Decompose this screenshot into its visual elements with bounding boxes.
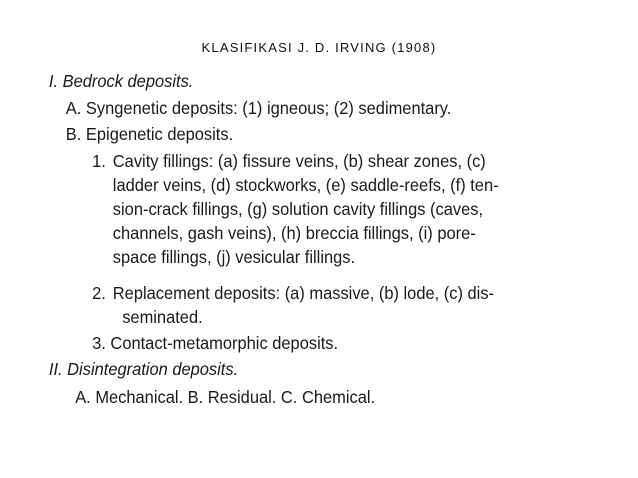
outline-item-A bbox=[66, 97, 452, 120]
outline-item-B2-line-2: seminated. bbox=[122, 307, 203, 327]
outline-item-B1-line-1: Cavity fillings: (a) fissure veins, (b) shear zones, (c) bbox=[112, 151, 486, 171]
outline-item-I bbox=[49, 70, 193, 93]
outline-item-B2-line-1: Replacement deposits: (a) massive, (b) lode, (c) dis- bbox=[112, 283, 495, 303]
outline-item-II bbox=[49, 358, 238, 381]
outline-item-B1-line-3: sion-crack fillings, (g) solution cavity fillings (caves, bbox=[112, 199, 484, 219]
outline-item-B1-line-2: ladder veins, (d) stockworks, (e) saddle-reefs, (f) ten- bbox=[112, 175, 499, 195]
outline-text: Epigenetic deposits. bbox=[85, 124, 234, 144]
outline-text: Syngenetic deposits: (1) igneous; (2) sedimentary. bbox=[85, 98, 452, 118]
outline-item-B1-line-5: space fillings, (j) vesicular fillings. bbox=[112, 247, 356, 267]
outline-item-B bbox=[66, 123, 233, 146]
outline-label: Disintegration deposits. bbox=[67, 359, 239, 379]
outline-marker: I. bbox=[48, 71, 59, 91]
outline-item-IIA: A. Mechanical. B. Residual. C. Chemical. bbox=[75, 387, 376, 407]
outline-item-B1-marker: 1. bbox=[92, 151, 106, 171]
outline-item-B3 bbox=[92, 332, 338, 355]
outline-marker: A. bbox=[65, 98, 82, 118]
document-title: KLASIFIKASI J. D. IRVING (1908) bbox=[201, 40, 437, 55]
outline-label: Bedrock deposits. bbox=[62, 71, 194, 91]
outline-text: Contact-metamorphic deposits. bbox=[110, 333, 339, 353]
outline-marker: 3. bbox=[92, 333, 106, 353]
outline-marker: B. bbox=[65, 124, 82, 144]
outline-item-B2-marker: 2. bbox=[92, 283, 106, 303]
outline-item-B1-line-4: channels, gash veins), (h) breccia fillings, (i) pore- bbox=[112, 223, 476, 243]
outline-marker: II. bbox=[48, 359, 63, 379]
